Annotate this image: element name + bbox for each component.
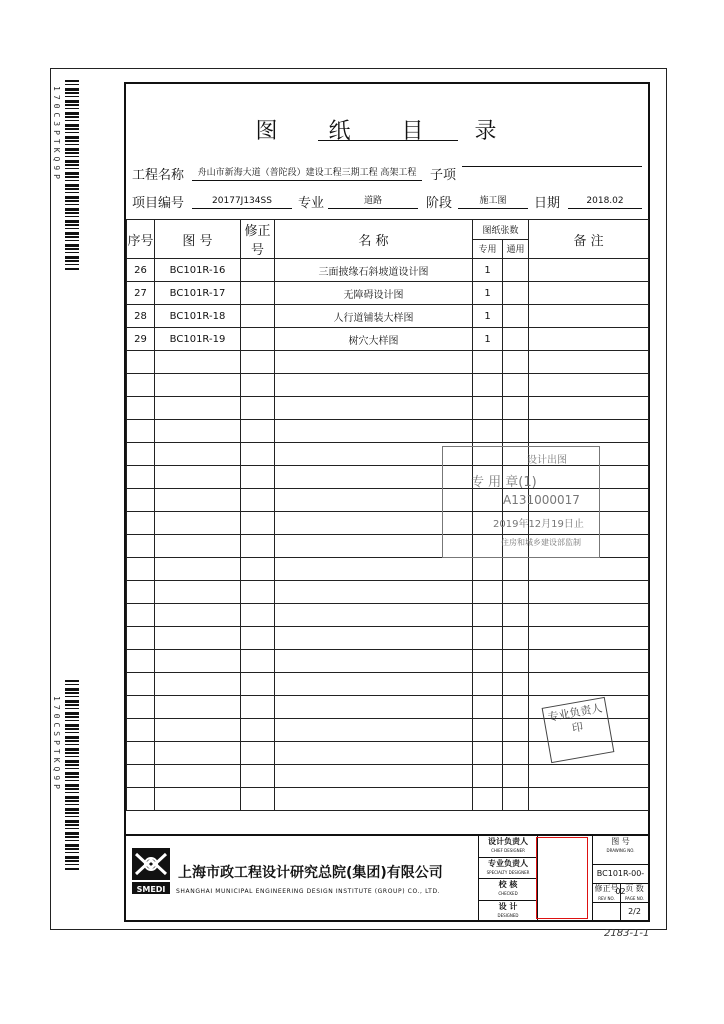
cell-dedicated — [473, 351, 503, 374]
cell-remarks — [529, 420, 649, 443]
signature-area — [536, 837, 588, 919]
subitem-value — [462, 166, 642, 167]
table-row — [127, 328, 649, 351]
rev-page-labels — [593, 884, 648, 903]
title-underline — [318, 140, 458, 141]
company-name-cn: 上海市政工程设计研究总院(集团)有限公司 — [178, 865, 443, 881]
sig-designed-cn: 设 计 — [498, 901, 518, 911]
cell-seq — [127, 374, 155, 397]
cell-revision — [241, 374, 275, 397]
sig-designed-en: DESIGNED — [497, 912, 519, 918]
cell-common — [503, 696, 529, 719]
cell-dedicated — [473, 420, 503, 443]
cell-drawing-no — [155, 788, 241, 811]
specialty-value: 道路 — [328, 194, 418, 209]
table-row — [127, 650, 649, 673]
drawing-no-label: 图 号 — [611, 837, 630, 846]
cell-remarks — [529, 627, 649, 650]
cell-name — [275, 788, 473, 811]
page-title: 图 纸 目 录 — [255, 119, 519, 144]
cell-remarks — [529, 788, 649, 811]
cell-seq — [127, 719, 155, 742]
revision-en: REV NO. — [598, 896, 615, 901]
cell-remarks — [529, 650, 649, 673]
sig-specialty-cn: 专业负责人 — [488, 858, 528, 868]
header-remarks: 备 注 — [529, 220, 649, 259]
cell-seq — [127, 558, 155, 581]
cell-seq — [127, 742, 155, 765]
cell-drawing-no — [155, 742, 241, 765]
cell-remarks — [529, 374, 649, 397]
cell-common — [503, 719, 529, 742]
stage-label: 阶段 — [426, 196, 453, 211]
cell-drawing-no — [155, 535, 241, 558]
table-row — [127, 305, 649, 328]
date-value: 2018.02 — [568, 194, 642, 209]
drawing-no-en: DRAWING NO. — [606, 848, 635, 853]
cell-revision — [241, 765, 275, 788]
cell-revision — [241, 489, 275, 512]
cell-remarks — [529, 328, 649, 351]
cell-remarks — [529, 305, 649, 328]
cell-dedicated — [473, 650, 503, 673]
sig-chief-cn: 设计负责人 — [488, 837, 528, 846]
cell-remarks — [529, 397, 649, 420]
cell-revision — [241, 351, 275, 374]
cell-seq — [127, 420, 155, 443]
stamp-line-5: 住房和城乡建设部监制 — [501, 538, 581, 547]
cell-dedicated — [473, 558, 503, 581]
project-name-label: 工程名称 — [132, 168, 185, 183]
cell-seq: 27 — [127, 282, 155, 305]
cell-dedicated — [473, 374, 503, 397]
sig-checked — [479, 879, 537, 901]
table-row — [127, 558, 649, 581]
cell-common — [503, 788, 529, 811]
header-revision: 修正号 — [241, 220, 275, 259]
table-row — [127, 604, 649, 627]
cell-common — [503, 328, 529, 351]
cell-seq — [127, 765, 155, 788]
rev-page-values — [593, 903, 648, 921]
cell-revision — [241, 282, 275, 305]
cell-revision — [241, 719, 275, 742]
cell-name: 人行道铺装大样图 — [275, 305, 473, 328]
cell-seq — [127, 535, 155, 558]
revision-value — [593, 903, 621, 921]
cell-dedicated — [473, 627, 503, 650]
header-common: 通用 — [503, 239, 529, 259]
cell-revision — [241, 305, 275, 328]
cell-seq — [127, 650, 155, 673]
cell-remarks — [529, 765, 649, 788]
cell-remarks — [529, 558, 649, 581]
cell-seq — [127, 673, 155, 696]
cell-drawing-no: BC101R-18 — [155, 305, 241, 328]
header-seq: 序号 — [127, 220, 155, 259]
title-block — [126, 834, 648, 920]
cell-dedicated: 1 — [473, 259, 503, 282]
cell-dedicated — [473, 742, 503, 765]
cell-name: 三面披缘石斜坡道设计图 — [275, 259, 473, 282]
table-row — [127, 765, 649, 788]
company-logo-icon — [132, 848, 170, 896]
cell-revision — [241, 397, 275, 420]
cell-revision — [241, 604, 275, 627]
cell-drawing-no: BC101R-16 — [155, 259, 241, 282]
sig-chief-designer — [479, 836, 537, 858]
design-stamp — [442, 446, 600, 558]
cell-drawing-no — [155, 512, 241, 535]
header-drawing-no: 图 号 — [155, 220, 241, 259]
cell-remarks — [529, 604, 649, 627]
cell-revision — [241, 742, 275, 765]
cell-remarks — [529, 282, 649, 305]
cell-dedicated — [473, 696, 503, 719]
logo-text: SMEDI — [136, 885, 166, 894]
signature-labels — [478, 836, 538, 920]
cell-drawing-no — [155, 650, 241, 673]
cell-revision — [241, 788, 275, 811]
cell-name — [275, 558, 473, 581]
cell-seq — [127, 351, 155, 374]
stamp-line-1: 设计出图 — [527, 455, 567, 466]
cell-dedicated: 1 — [473, 328, 503, 351]
cell-seq: 29 — [127, 328, 155, 351]
drawing-frame — [124, 82, 650, 922]
cell-seq — [127, 512, 155, 535]
revision-label: 修正号 — [594, 884, 619, 893]
page-label: 页 数 — [625, 884, 644, 893]
stamp-line-4: 2019年12月19日止 — [493, 519, 584, 530]
cell-dedicated — [473, 765, 503, 788]
cell-revision — [241, 420, 275, 443]
cell-seq — [127, 788, 155, 811]
cell-remarks — [529, 581, 649, 604]
cell-name — [275, 673, 473, 696]
cell-common — [503, 558, 529, 581]
cell-revision — [241, 558, 275, 581]
barcode-top — [65, 80, 79, 270]
cell-drawing-no — [155, 466, 241, 489]
cell-name — [275, 650, 473, 673]
cell-drawing-no: BC101R-17 — [155, 282, 241, 305]
cell-common — [503, 742, 529, 765]
specialty-label: 专业 — [298, 196, 325, 211]
cell-dedicated — [473, 719, 503, 742]
cell-seq — [127, 489, 155, 512]
barcode-top-text: 170C3PTKQ9P — [52, 86, 61, 183]
stage-value: 施工图 — [458, 194, 528, 209]
cell-dedicated — [473, 604, 503, 627]
cell-seq — [127, 581, 155, 604]
header-name: 名 称 — [275, 220, 473, 259]
table-row — [127, 673, 649, 696]
page-cell — [621, 884, 648, 902]
cell-dedicated: 1 — [473, 282, 503, 305]
sig-checked-cn: 校 核 — [498, 880, 518, 889]
cell-name — [275, 351, 473, 374]
cell-name — [275, 604, 473, 627]
cell-drawing-no — [155, 581, 241, 604]
cell-seq — [127, 443, 155, 466]
project-no-label: 项目编号 — [132, 196, 185, 211]
cell-remarks — [529, 259, 649, 282]
table-row — [127, 788, 649, 811]
project-no-value: 20177J134SS — [192, 194, 292, 209]
cell-seq — [127, 604, 155, 627]
cell-remarks — [529, 673, 649, 696]
cell-dedicated: 1 — [473, 305, 503, 328]
date-label: 日期 — [534, 196, 561, 211]
table-row — [127, 259, 649, 282]
page-value: 2/2 — [628, 907, 641, 916]
cell-common — [503, 627, 529, 650]
cell-drawing-no — [155, 443, 241, 466]
cell-revision — [241, 512, 275, 535]
cell-seq: 26 — [127, 259, 155, 282]
cell-drawing-no — [155, 397, 241, 420]
cell-name — [275, 627, 473, 650]
header-sheets: 图纸张数 — [473, 220, 529, 240]
cell-common — [503, 604, 529, 627]
cell-name — [275, 742, 473, 765]
table-row — [127, 397, 649, 420]
cell-drawing-no — [155, 374, 241, 397]
cell-common — [503, 397, 529, 420]
cell-common — [503, 420, 529, 443]
cell-drawing-no — [155, 558, 241, 581]
cell-revision — [241, 650, 275, 673]
drawing-no-value: BC101R-00-02 — [593, 865, 648, 884]
handwritten-note: 2183-1-1 — [604, 928, 650, 939]
table-row — [127, 627, 649, 650]
cell-revision — [241, 627, 275, 650]
cell-seq: 28 — [127, 305, 155, 328]
cell-dedicated — [473, 397, 503, 420]
drawing-number-box — [592, 836, 648, 920]
table-row — [127, 374, 649, 397]
cell-revision — [241, 328, 275, 351]
stamp-line-2: 专 用 章(1) — [471, 475, 537, 490]
sig-specialty-designer — [479, 858, 537, 880]
company-name-en: SHANGHAI MUNICIPAL ENGINEERING DESIGN INSTITUTE (GROUP) CO., LTD. — [176, 888, 441, 895]
drawing-no-cell — [593, 836, 648, 865]
cell-revision — [241, 581, 275, 604]
cell-name — [275, 765, 473, 788]
cell-common — [503, 673, 529, 696]
table-row — [127, 351, 649, 374]
table-row — [127, 581, 649, 604]
cell-name — [275, 397, 473, 420]
cell-drawing-no — [155, 673, 241, 696]
cell-drawing-no — [155, 489, 241, 512]
cell-revision — [241, 535, 275, 558]
barcode-bottom — [65, 680, 79, 870]
cell-common — [503, 765, 529, 788]
cell-seq — [127, 397, 155, 420]
cell-seq — [127, 627, 155, 650]
cell-drawing-no — [155, 604, 241, 627]
cell-revision — [241, 259, 275, 282]
cell-seq — [127, 696, 155, 719]
cell-common — [503, 305, 529, 328]
cell-name: 树穴大样图 — [275, 328, 473, 351]
cell-drawing-no — [155, 420, 241, 443]
cell-revision — [241, 696, 275, 719]
sig-designed — [479, 901, 537, 922]
seal-text: 专业负责人印 — [546, 701, 604, 735]
cell-name — [275, 420, 473, 443]
table-row — [127, 282, 649, 305]
cell-name: 无障碍设计图 — [275, 282, 473, 305]
cell-drawing-no — [155, 765, 241, 788]
stamp-line-3: A131000017 — [503, 493, 580, 507]
subitem-label: 子项 — [430, 168, 457, 183]
cell-name — [275, 696, 473, 719]
cell-dedicated — [473, 581, 503, 604]
cell-revision — [241, 443, 275, 466]
barcode-bottom-text: 170CSPTKQ9P — [52, 696, 61, 793]
cell-drawing-no — [155, 696, 241, 719]
project-name-value: 舟山市新海大道（普陀段）建设工程三期工程 高架工程 — [192, 166, 422, 181]
cell-remarks — [529, 351, 649, 374]
header-dedicated: 专用 — [473, 239, 503, 259]
cell-name — [275, 581, 473, 604]
cell-name — [275, 374, 473, 397]
sig-chief-en: CHIEF DESIGNER — [491, 848, 525, 853]
cell-drawing-no: BC101R-19 — [155, 328, 241, 351]
page-en: PAGE NO. — [625, 896, 644, 901]
revision-cell — [593, 884, 621, 902]
table-row — [127, 420, 649, 443]
cell-common — [503, 581, 529, 604]
specialty-seal — [542, 697, 615, 763]
cell-common — [503, 282, 529, 305]
cell-common — [503, 351, 529, 374]
cell-common — [503, 259, 529, 282]
sig-specialty-en: SPECIALTY DESIGNER — [486, 869, 530, 875]
cell-common — [503, 650, 529, 673]
cell-drawing-no — [155, 627, 241, 650]
cell-revision — [241, 673, 275, 696]
cell-dedicated — [473, 673, 503, 696]
cell-drawing-no — [155, 719, 241, 742]
cell-revision — [241, 466, 275, 489]
cell-name — [275, 719, 473, 742]
cell-common — [503, 374, 529, 397]
sig-checked-en: CHECKED — [498, 891, 518, 896]
cell-dedicated — [473, 788, 503, 811]
cell-seq — [127, 466, 155, 489]
cell-drawing-no — [155, 351, 241, 374]
